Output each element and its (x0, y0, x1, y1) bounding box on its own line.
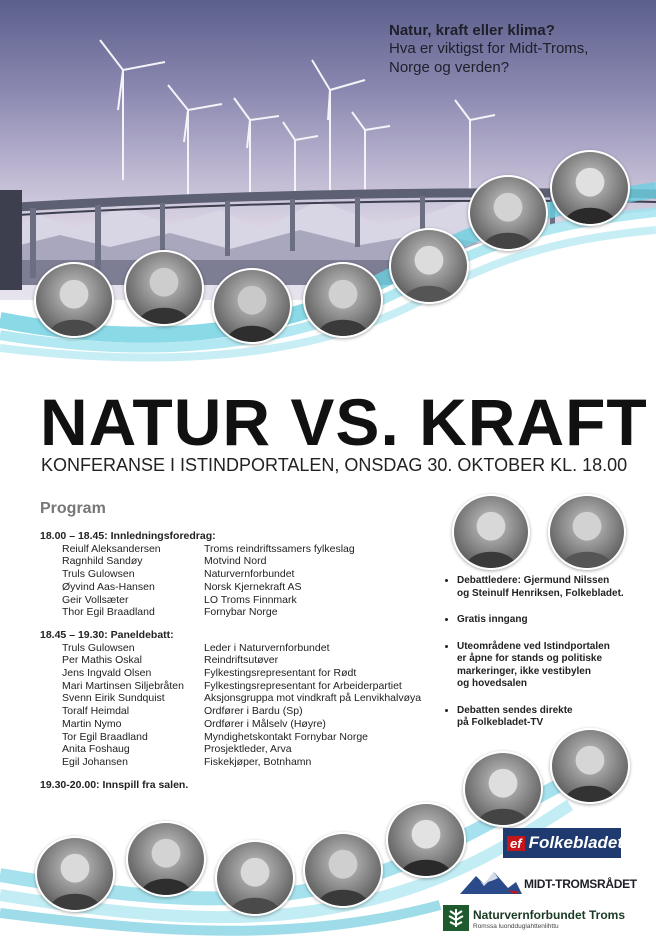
panelist-name: Martin Nymo (62, 717, 122, 730)
speaker-name: Ragnhild Sandøy (62, 555, 143, 568)
panelist-role: Leder i Naturvernforbundet (204, 641, 330, 654)
headline-question: Natur, kraft eller klima? (389, 22, 555, 39)
person-portrait-icon (303, 832, 383, 908)
speaker-role: LO Troms Finnmark (204, 593, 297, 606)
speaker-role: Fornybar Norge (204, 606, 278, 619)
panelist-role: Fiskekjøper, Botnhamn (204, 755, 312, 768)
info-item: • Gratis inngang (457, 614, 650, 627)
list-item (40, 654, 460, 667)
info-item: • Debattledere: Gjermund Nilssen og Steinulf Henriksen, Folkebladet. (457, 575, 650, 600)
main-title: NATUR VS. KRAFT (40, 385, 648, 459)
panelist-name: Jens Ingvald Olsen (62, 667, 152, 680)
panelist-role: Fylkestingsrepresentant for Arbeiderpartiet (204, 679, 402, 692)
list-item (40, 642, 460, 655)
folkebladet-name: Folkebladet (528, 833, 624, 852)
panelist-role: Prosjektleder, Arva (204, 743, 292, 756)
person-portrait-icon (212, 268, 292, 344)
person-portrait-icon (215, 840, 295, 916)
list-item (40, 581, 460, 594)
panelist-role: Aksjonsgruppa mot vindkraft på Lenvikhalvøya (204, 692, 422, 705)
list-item (40, 718, 460, 731)
speaker-name: Øyvind Aas-Hansen (62, 580, 155, 593)
list-item (40, 667, 460, 680)
panelist-name: Anita Foshaug (62, 743, 130, 756)
panelist-role: Myndighetskontakt Fornybar Norge (204, 730, 368, 743)
speaker-name: Thor Egil Braadland (62, 606, 155, 619)
speaker-role: Troms reindriftssamers fylkeslag (204, 542, 355, 555)
headline-box (389, 22, 649, 77)
panelist-role: Fylkestingsrepresentant for Rødt (204, 667, 357, 680)
list-item (40, 705, 460, 718)
person-portrait-icon (389, 228, 469, 304)
info-item: • Debatten sendes direkte på Folkebladet-TV (457, 705, 650, 730)
speaker-role: Naturvernforbundet (204, 568, 295, 581)
section-title: 18.00 – 18.45: Innledningsforedrag: (40, 530, 216, 542)
panelist-name: Tor Egil Braadland (62, 730, 148, 743)
person-portrait-icon (463, 751, 543, 827)
panelist-name: Toralf Heimdal (62, 705, 130, 718)
panelist-role: Reindriftsutøver (204, 654, 279, 667)
list-item (40, 692, 460, 705)
panelist-name: Egil Johansen (62, 755, 128, 768)
person-portrait-icon (548, 494, 626, 570)
folkebladet-mark: ef (507, 836, 525, 851)
panelist-role: Ordfører i Målselv (Høyre) (204, 717, 326, 730)
panelist-role: Ordfører i Bardu (Sp) (204, 705, 303, 718)
midt-troms-name: MIDT-TROMSRÅDET (524, 877, 637, 891)
naturvern-name: Naturvernforbundet Troms (473, 908, 626, 922)
naturvern-logo (443, 905, 643, 935)
person-portrait-icon (35, 836, 115, 912)
list-item (40, 568, 460, 581)
person-portrait-icon (386, 802, 466, 878)
headline-sub-line2: Norge og verden? (389, 59, 510, 76)
conference-subtitle: KONFERANSE I ISTINDPORTALEN, ONSDAG 30. OKTOBER KL. 18.00 (41, 455, 628, 475)
speaker-role: Motvind Nord (204, 555, 267, 568)
panelist-name: Per Mathis Oskal (62, 654, 142, 667)
headline-sub-line1: Hva er viktigst for Midt-Troms, (389, 40, 589, 57)
panelist-name: Mari Martinsen Siljebråten (62, 679, 184, 692)
info-item: • Uteområdene ved Istindportalen er åpne for stands og politiske markeringer, ikke vestibylen og hovedsalen (457, 641, 650, 691)
panelist-name: Truls Gulowsen (62, 641, 135, 654)
list-item (40, 606, 460, 619)
speaker-role: Norsk Kjernekraft AS (204, 580, 302, 593)
speaker-name: Geir Vollsæter (62, 593, 129, 606)
list-item (40, 594, 460, 607)
closing-session: 19.30-20.00: Innspill fra salen. (40, 778, 189, 791)
program-heading: Program (40, 500, 106, 517)
section-title: 18.45 – 19.30: Paneldebatt: (40, 628, 174, 641)
person-portrait-icon (550, 150, 630, 226)
person-portrait-icon (468, 175, 548, 251)
leaf-logo-icon (443, 905, 469, 931)
list-item (40, 731, 460, 744)
list-item (40, 680, 460, 693)
list-item (40, 543, 460, 556)
person-portrait-icon (126, 821, 206, 897)
panelist-name: Svenn Eirik Sundquist (62, 692, 165, 705)
info-list (445, 575, 650, 744)
mountain-logo-icon (458, 870, 524, 896)
person-portrait-icon (303, 262, 383, 338)
person-portrait-icon (34, 262, 114, 338)
person-portrait-icon (124, 250, 204, 326)
speaker-name: Truls Gulowsen (62, 568, 135, 581)
naturvern-subname: Romssa luondduglahttenlihttu (473, 923, 559, 930)
speaker-name: Reiulf Aleksandersen (62, 542, 161, 555)
folkebladet-logo (503, 828, 624, 858)
person-portrait-icon (550, 728, 630, 804)
list-item (40, 555, 460, 568)
midt-troms-logo (458, 870, 638, 896)
person-portrait-icon (452, 494, 530, 570)
